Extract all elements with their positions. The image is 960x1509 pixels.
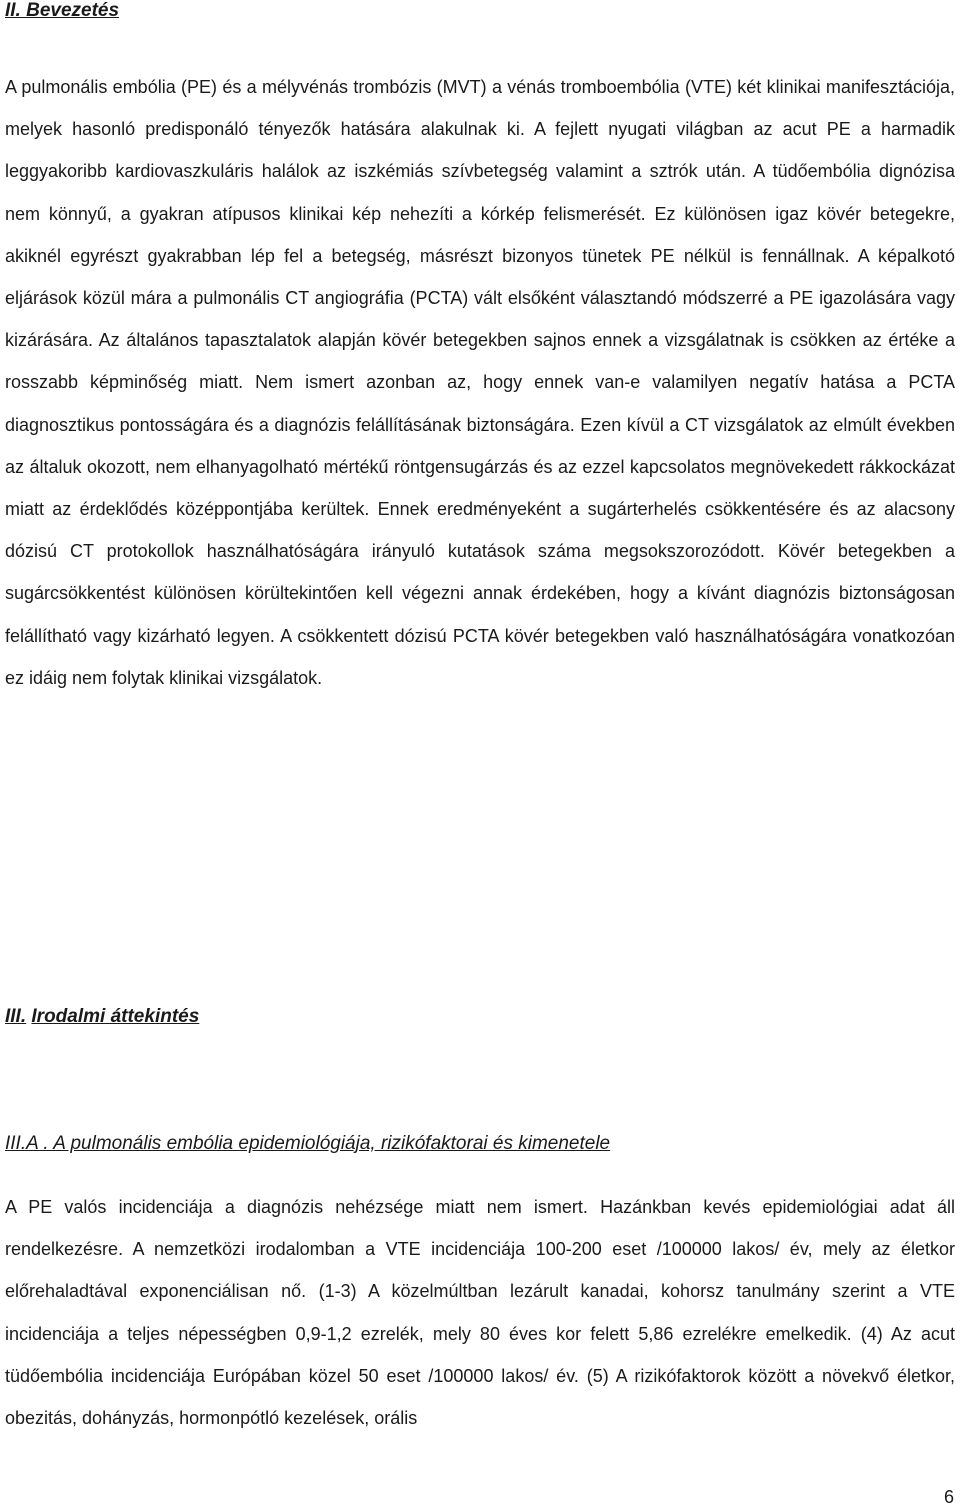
section-heading-introduction: II. Bevezetés	[5, 0, 120, 21]
subsection-heading-epidemiology: III.A . A pulmonális embólia epidemiológiája, rizikófaktorai és kimenetele	[5, 1133, 611, 1154]
introduction-paragraph: A pulmonális embólia (PE) és a mélyvénás trombózis (MVT) a vénás tromboembólia (VTE) két klinikai manifesztációja, melyek hasonló predisponáló tényezők hatására alakulnak ki. A fejlett nyugati világban az acut PE a harmadik leggyakoribb kardiovaszkuláris halálok az iszkémiás szívbetegség valamint a sztrók után. A tüdőembólia dignózisa nem könnyű, a gyakran atípusos klinikai kép nehezíti a kórkép felismerését. Ez különösen igaz kövér betegekre, akiknél egyrészt gyakrabban lép fel a betegség, másrészt bizonyos tünetek PE nélkül is fennállnak. A képalkotó eljárások közül mára a pulmonális CT angiográfia (PCTA) vált elsőként választandó módszerré a PE igazolására vagy kizárására. Az általános tapasztalatok alapján kövér betegekben sajnos ennek a vizsgálatnak is csökken az értéke a rosszabb képminőség miatt. Nem ismert azonban az, hogy ennek van-e valamilyen negatív hatása a PCTA diagnosztikus pontosságára és a diagnózis felállításának biztonságára. Ezen kívül a CT vizsgálatok az elmúlt években az általuk okozott, nem elhanyagolható mértékű röntgensugárzás és az ezzel kapcsolatos megnövekedett rákkockázat miatt az érdeklődés középpontjába kerültek. Ennek eredményeként a sugárterhelés csökkentésére és az alacsony dózisú CT protokollok használhatóságára irányuló kutatások száma megsokszorozódott. Kövér betegekben a sugárcsökkentést különösen körültekintően kell végezni annak érdekében, hogy a kívánt diagnózis biztonságosan felállítható vagy kizárható legyen. A csökkentett dózisú PCTA kövér betegekben való használhatóságára vonatkozóan ez idáig nem folytak klinikai vizsgálatok.	[5, 77, 955, 688]
section-number: III.	[5, 1006, 27, 1027]
epidemiology-paragraph: A PE valós incidenciája a diagnózis nehézsége miatt nem ismert. Hazánkban kevés epidemiológiai adat áll rendelkezésre. A nemzetközi irodalomban a VTE incidenciája 100-200 eset /100000 lakos/ év, mely az életkor előrehaladtával exponenciálisan nő. (1-3) A közelmúltban lezárult kanadai, kohorsz tanulmány szerint a VTE incidenciája a teljes népességben 0,9-1,2 ezrelék, mely 80 éves kor felett 5,86 ezrelékre emelkedik. (4) Az acut tüdőembólia incidenciája Európában közel 50 eset /100000 lakos/ év. (5) A rizikófaktorok között a növekvő életkor, obezitás, dohányzás, hormonpótló kezelések, orális	[5, 1197, 955, 1429]
page-number: 6	[943, 1487, 954, 1507]
section-title: Irodalmi áttekintés	[31, 1006, 200, 1027]
section-heading-literature-review	[5, 1006, 199, 1028]
